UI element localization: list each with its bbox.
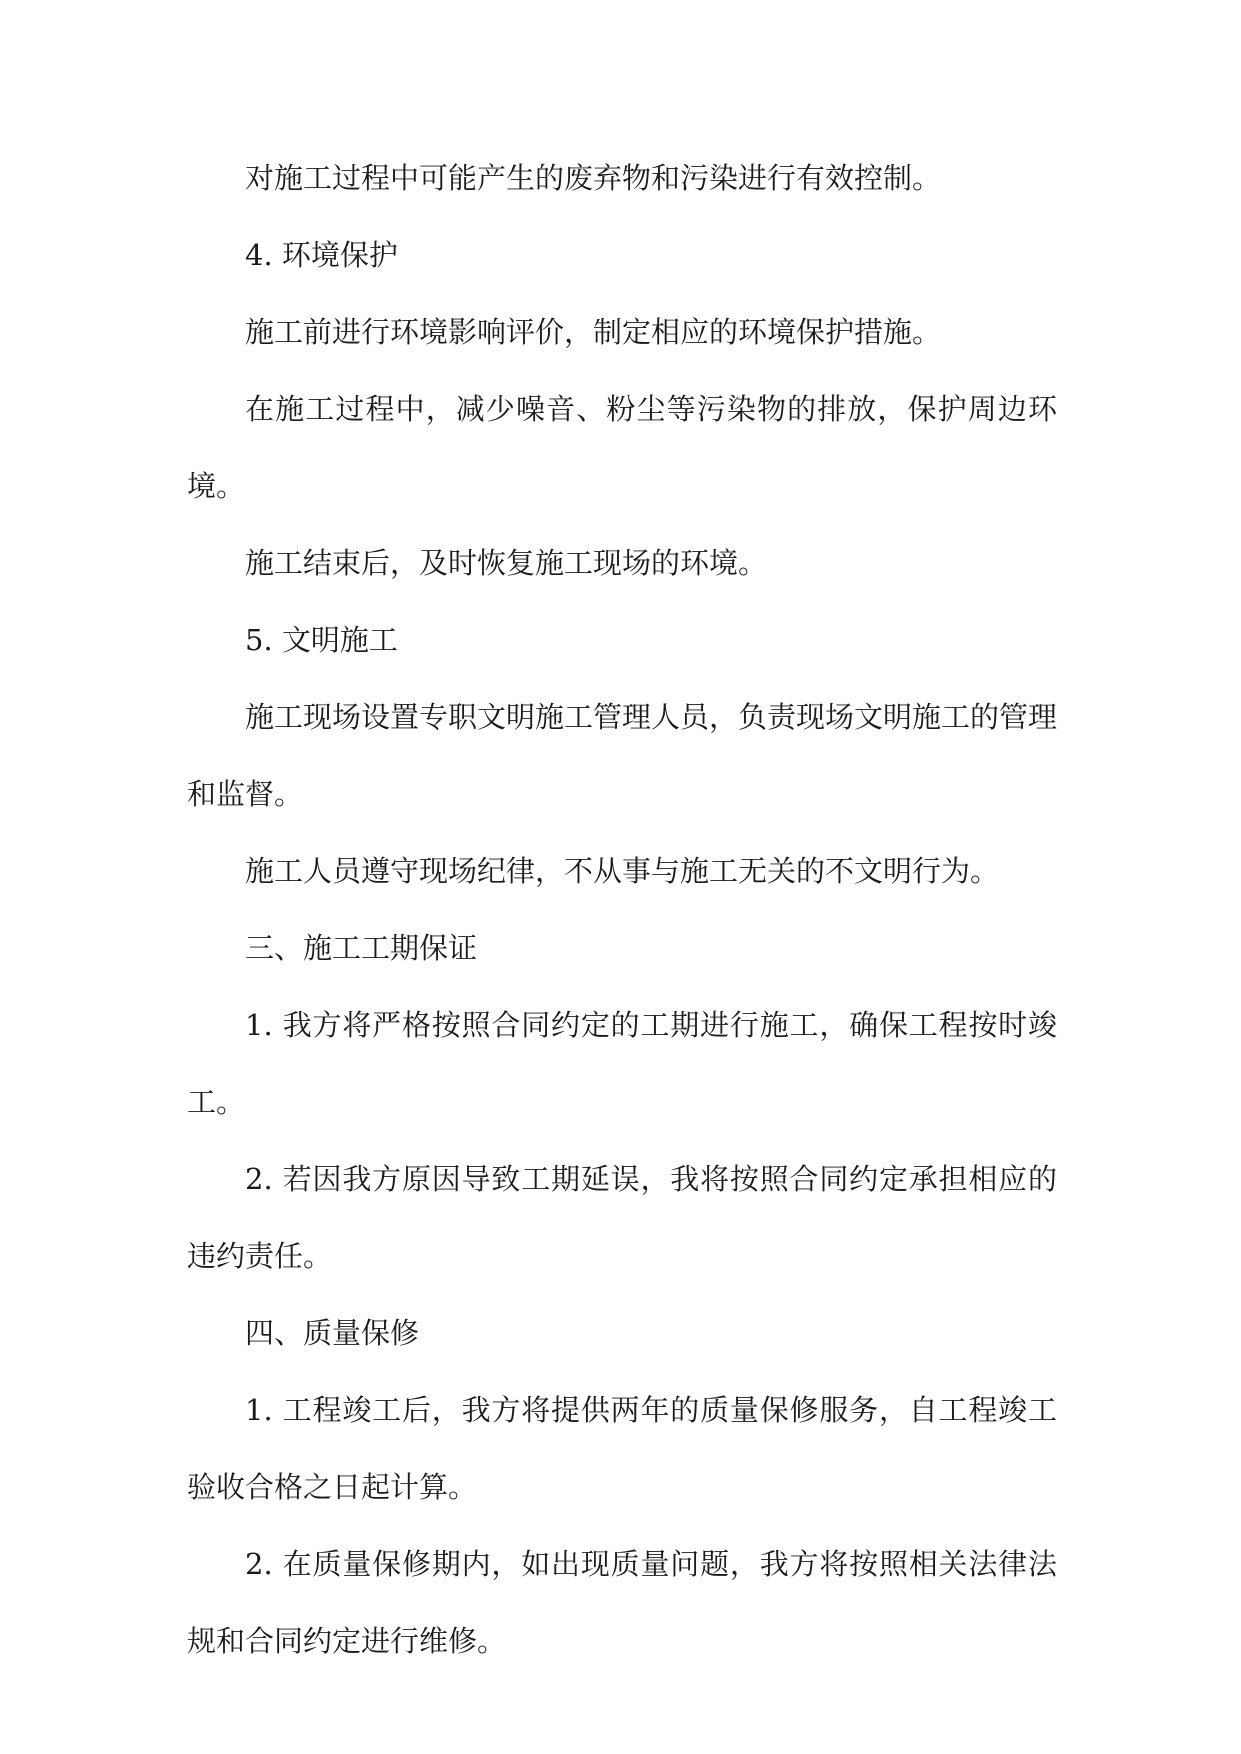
heading-civilized-construction: 5. 文明施工 bbox=[245, 623, 398, 657]
paragraph-site-discipline: 施工人员遵守现场纪律，不从事与施工无关的不文明行为。 bbox=[245, 854, 1000, 888]
paragraph-on-time-completion: 1. 我方将严格按照合同约定的工期进行施工，确保工程按时竣工。 bbox=[187, 1008, 1057, 1119]
paragraph-waste-control: 对施工过程中可能产生的废弃物和污染进行有效控制。 bbox=[245, 161, 942, 195]
paragraph-warranty-period: 1. 工程竣工后，我方将提供两年的质量保修服务，自工程竣工验收合格之日起计算。 bbox=[187, 1393, 1057, 1504]
paragraph-site-restoration: 施工结束后，及时恢复施工现场的环境。 bbox=[245, 546, 768, 580]
heading-quality-warranty: 四、质量保修 bbox=[245, 1316, 420, 1350]
paragraph-dedicated-staff: 施工现场设置专职文明施工管理人员，负责现场文明施工的管理和监督。 bbox=[187, 700, 1058, 811]
heading-schedule-guarantee: 三、施工工期保证 bbox=[245, 931, 478, 965]
paragraph-noise-dust-reduction: 在施工过程中，减少噪音、粉尘等污染物的排放，保护周边环境。 bbox=[187, 392, 1057, 503]
document-body bbox=[187, 140, 1057, 1680]
paragraph-environment-assessment: 施工前进行环境影响评价，制定相应的环境保护措施。 bbox=[245, 315, 942, 349]
heading-environment-protection: 4. 环境保护 bbox=[245, 238, 398, 272]
paragraph-warranty-repairs: 2. 在质量保修期内，如出现质量问题，我方将按照相关法律法规和合同约定进行维修。 bbox=[187, 1547, 1057, 1658]
paragraph-delay-liability: 2. 若因我方原因导致工期延误，我将按照合同约定承担相应的违约责任。 bbox=[187, 1162, 1057, 1273]
